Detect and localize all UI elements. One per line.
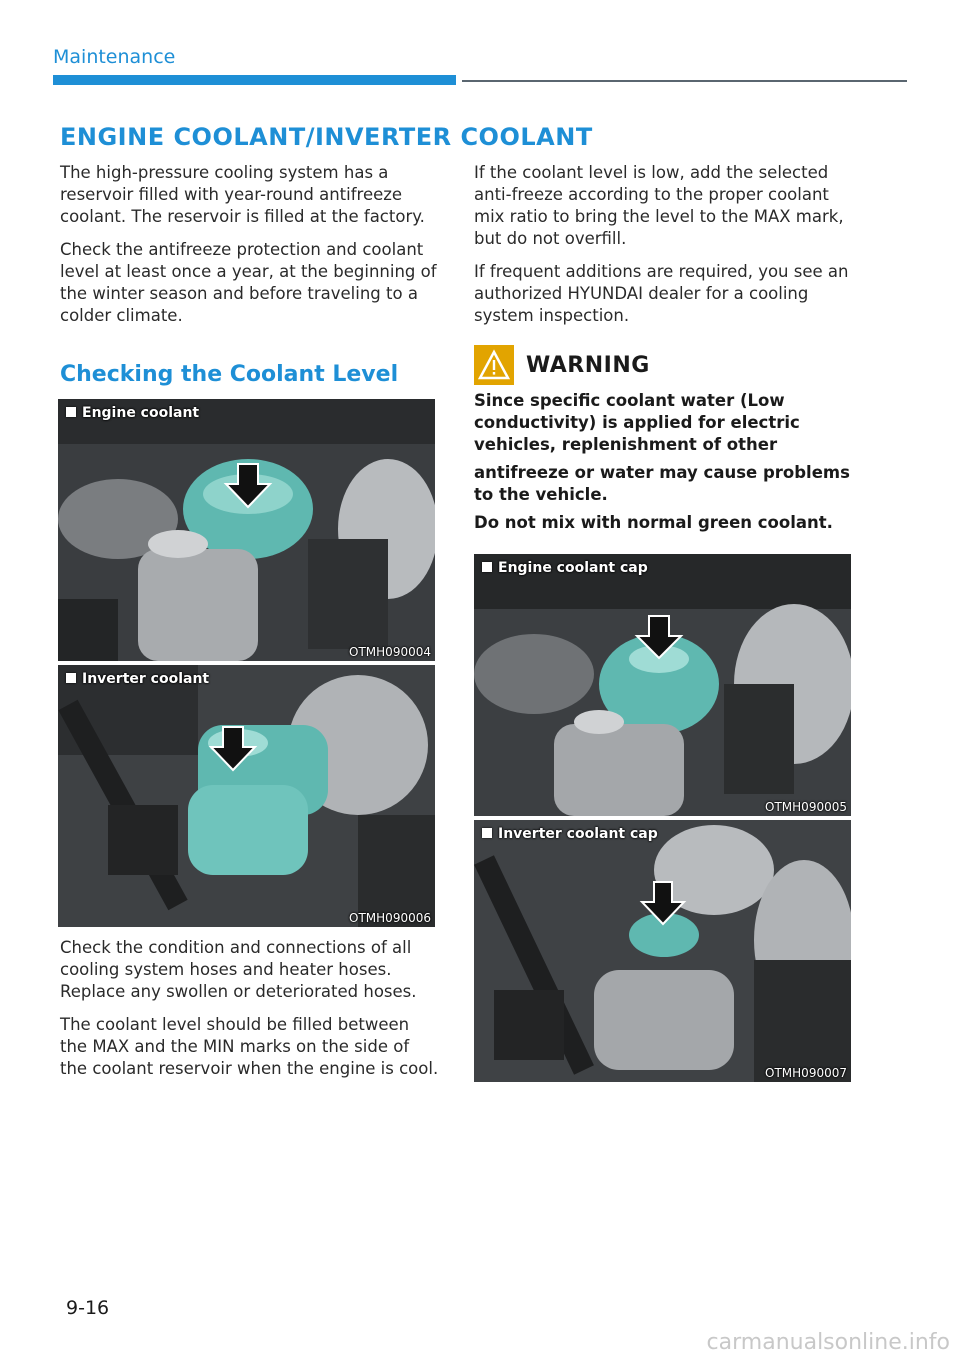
warning-title: WARNING bbox=[526, 352, 650, 378]
intro-text bbox=[60, 162, 440, 338]
figure-code: OTMH090004 bbox=[349, 645, 431, 659]
figure-inverter-coolant-cap bbox=[474, 820, 851, 1082]
refill-paragraph-1: If the coolant level is low, add the selected anti-freeze according to the proper coolant mix ratio to bring the level to the MAX mark, but do not overfill. bbox=[474, 163, 844, 248]
header-accent-bar bbox=[53, 75, 456, 85]
refill-paragraph-2: If frequent additions are required, you see an authorized HYUNDAI dealer for a cooling system inspection. bbox=[474, 262, 849, 325]
page-title: ENGINE COOLANT/INVERTER COOLANT bbox=[60, 123, 593, 151]
footer-watermark: carmanualsonline.info bbox=[706, 1330, 950, 1355]
warning-line-1: Since specific coolant water (Low conductivity) is applied for electric vehicles, replenishment of other bbox=[474, 391, 800, 454]
figure-caption: Inverter coolant bbox=[66, 671, 209, 687]
intro-paragraph-2: Check the antifreeze protection and coolant level at least once a year, at the beginning of the winter season and before traveling to a colder climate. bbox=[60, 240, 437, 325]
engine-bay-photo bbox=[58, 665, 435, 927]
hose-paragraph-2: The coolant level should be filled between the MAX and the MIN marks on the side of the coolant reservoir when the engine is cool. bbox=[60, 1015, 439, 1078]
subheading-checking-coolant: Checking the Coolant Level bbox=[60, 362, 399, 387]
engine-bay-photo bbox=[474, 554, 851, 816]
figure-caption: Inverter coolant cap bbox=[482, 826, 658, 842]
figure-caption: Engine coolant cap bbox=[482, 560, 648, 576]
figure-code: OTMH090007 bbox=[765, 1066, 847, 1080]
warning-header bbox=[474, 345, 650, 385]
engine-bay-photo bbox=[474, 820, 851, 1082]
engine-bay-photo bbox=[58, 399, 435, 661]
section-label: Maintenance bbox=[53, 46, 176, 68]
hose-paragraph-1: Check the condition and connections of all cooling system hoses and heater hoses. Replace any swollen or deteriorated hoses. bbox=[60, 938, 417, 1001]
figure-code: OTMH090006 bbox=[349, 911, 431, 925]
refill-text bbox=[474, 162, 854, 338]
figure-code: OTMH090005 bbox=[765, 800, 847, 814]
warning-triangle-icon bbox=[474, 345, 514, 385]
figure-caption: Engine coolant bbox=[66, 405, 199, 421]
figure-engine-coolant-cap bbox=[474, 554, 851, 816]
header-rule bbox=[462, 80, 907, 82]
warning-line-2: antifreeze or water may cause problems to the vehicle. bbox=[474, 463, 850, 504]
page-number: 9-16 bbox=[66, 1297, 110, 1319]
figure-inverter-coolant bbox=[58, 665, 435, 927]
intro-paragraph-1: The high-pressure cooling system has a reservoir filled with year-round antifreeze coolant. The reservoir is filled at the factory. bbox=[60, 163, 425, 226]
warning-body bbox=[474, 390, 859, 540]
figure-engine-coolant bbox=[58, 399, 435, 661]
warning-line-3: Do not mix with normal green coolant. bbox=[474, 513, 833, 532]
hose-check-text bbox=[60, 937, 440, 1091]
